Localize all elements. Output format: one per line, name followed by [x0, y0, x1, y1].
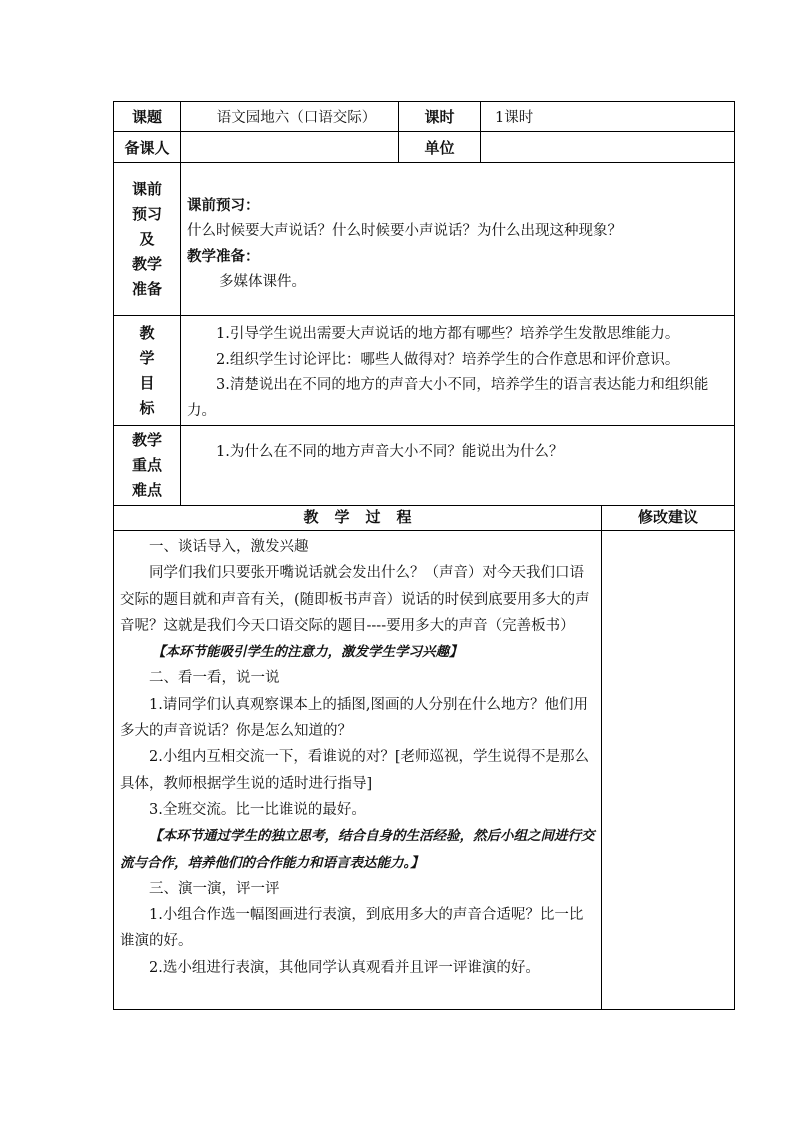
topic-label: 课题 — [114, 102, 181, 132]
unit-value — [481, 132, 735, 163]
process-content — [114, 531, 602, 1010]
period-label: 课时 — [399, 102, 481, 132]
goal-item: 3.清楚说出在不同的地方的声音大小不同，培养学生的语言表达能力和组织能力。 — [187, 377, 709, 419]
goals-label-line: 标 — [139, 398, 155, 417]
key-label-line: 难点 — [131, 481, 162, 499]
key-content — [181, 426, 735, 506]
s1-title: 一、谈话导入，激发兴趣 — [149, 539, 309, 555]
goals-label-line: 教 — [139, 323, 155, 342]
prep-label-line: 及 — [139, 229, 155, 248]
s2-item3: 3.全班交流。比一比谁说的最好。 — [149, 801, 366, 818]
preparer-value — [181, 132, 399, 163]
preparer-label: 备课人 — [114, 132, 181, 163]
s2-item1: 1.请同学们认真观察课本上的插图,图画的人分别在什么地方？他们用多大的声音说话？你是怎么知道的？ — [120, 696, 588, 740]
s1-text: 同学们我们只要张开嘴说话就会发出什么？（声音）对今天我们口语交际的题目就和声音有关，(随即板书声音）说话的时侯到底要用多大的声音呢？这就是我们今天口语交际的题目----要用多大的声音（完善板书） — [120, 565, 590, 634]
s2-note: 【本环节通过学生的独立思考，结合自身的生活经验，然后小组之间进行交流与合作，培养他们的合作能力和语言表达能力。】 — [120, 828, 595, 871]
prep-content — [181, 163, 735, 316]
key-label-line: 重点 — [131, 456, 162, 474]
s3-item1: 1.小组合作选一幅图画进行表演，到底用多大的声音合适呢？比一比谁演的好。 — [120, 907, 584, 950]
goal-item: 1.引导学生说出需要大声说话的地方都有哪些？培养学生发散思维能力。 — [216, 326, 680, 342]
topic-value: 语文园地六（口语交际） — [181, 102, 399, 132]
process-title-cell — [114, 506, 602, 531]
period-value: 1课时 — [481, 102, 735, 132]
s3-item2: 2.选小组进行表演，其他同学认真观看并且评一评谁演的好。 — [149, 959, 540, 976]
prep-title: 教学准备： — [187, 248, 260, 265]
prep-label-line: 预习 — [131, 204, 162, 223]
process-header-row — [114, 506, 735, 531]
s2-item2: 2.小组内互相交流一下，看谁说的对？[老师巡视，学生说得不是那么具体，教师根据学生说的适时进行指导] — [120, 749, 589, 792]
key-text: 1.为什么在不同的地方声音大小不同？能说出为什么？ — [216, 444, 564, 460]
goal-item: 2.组织学生讨论评比：哪些人做得对？培养学生的合作意思和评价意识。 — [216, 351, 680, 368]
s3-title: 三、演一演，评一评 — [149, 880, 280, 897]
suggest-content — [602, 531, 735, 1010]
suggest-title: 修改建议 — [602, 506, 735, 531]
goals-label — [114, 316, 181, 426]
key-label — [114, 426, 181, 506]
key-row — [114, 426, 735, 506]
prep-label-line: 课前 — [131, 179, 162, 198]
goals-content — [181, 316, 735, 426]
prep-label — [114, 163, 181, 316]
goals-label-line: 学 — [139, 348, 155, 367]
unit-label: 单位 — [399, 132, 481, 163]
key-label-line: 教学 — [131, 431, 162, 449]
prep-text: 多媒体课件。 — [219, 273, 306, 290]
lesson-plan-table — [113, 101, 735, 1010]
preview-text: 什么时候要大声说话？什么时候要小声说话？为什么出现这种现象？ — [187, 222, 622, 239]
process-title: 教学过程 — [303, 508, 428, 526]
s1-note: 【本环节能吸引学生的注意力，激发学生学习兴趣】 — [152, 644, 463, 661]
s2-title: 二、看一看，说一说 — [149, 670, 280, 687]
goals-label-line: 目 — [139, 373, 155, 392]
goals-row — [114, 316, 735, 426]
process-body-row — [114, 531, 735, 1010]
prep-label-line: 准备 — [131, 279, 162, 298]
preparer-row — [114, 132, 735, 163]
prep-label-line: 教学 — [131, 254, 162, 273]
prep-row — [114, 163, 735, 316]
preview-title: 课前预习： — [187, 197, 260, 214]
topic-row — [114, 102, 735, 132]
